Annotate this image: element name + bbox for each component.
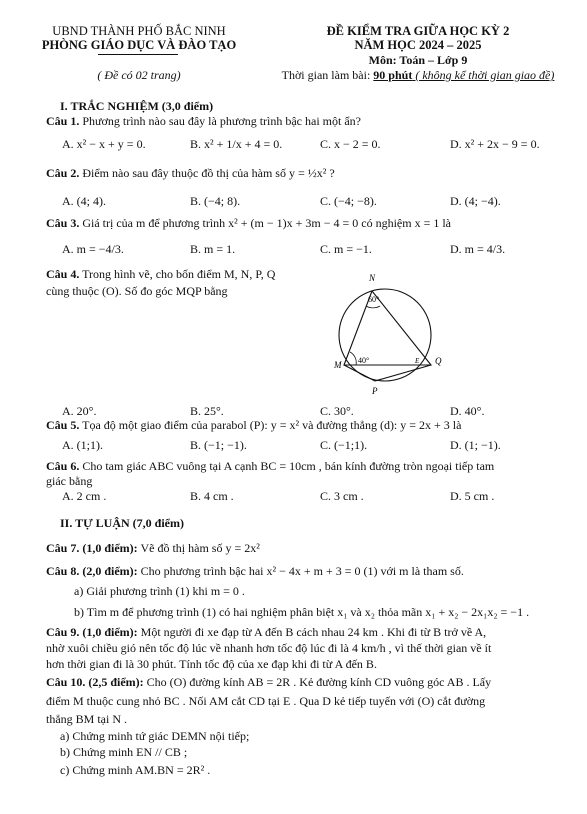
q6-stem-line1 xyxy=(46,459,494,474)
q3-label: Câu 3. xyxy=(46,216,80,230)
q10-part-c: c) Chứng minh AM.BN = 2R² . xyxy=(60,763,211,777)
q6-text-line1: Cho tam giác ABC vuông tại A cạnh BC = 10cm , bán kính đường tròn ngoại tiếp tam xyxy=(79,459,495,473)
q4-option-b: B. 25°. xyxy=(190,404,224,418)
q3-option-c: C. m = −1. xyxy=(320,242,372,256)
angle-m-value: 40° xyxy=(358,356,370,365)
q2-option-c: C. (−4; −8). xyxy=(320,194,377,208)
q7-label: Câu 7. (1,0 điểm): xyxy=(46,541,138,555)
time-value: 90 phút xyxy=(373,68,413,82)
circle-o xyxy=(339,289,431,381)
q1-text: Phương trình nào sau đây là phương trình bậc hai một ẩn? xyxy=(79,114,361,128)
point-m-label: M xyxy=(334,360,342,370)
angle-n-value: 60° xyxy=(368,295,380,304)
exam-title: ĐỀ KIỂM TRA GIỮA HỌC KỲ 2 xyxy=(326,24,510,38)
q6-label: Câu 6. xyxy=(46,459,80,473)
header-left-line2: PHÒNG GIÁO DỤC VÀ ĐÀO TẠO xyxy=(41,38,237,52)
q4-stem-line2: cùng thuộc (O). Số đo góc MQP bằng xyxy=(46,284,228,298)
q5-label: Câu 5. xyxy=(46,418,80,432)
angle-arc-m xyxy=(350,352,356,365)
header-left-rule xyxy=(98,54,178,55)
q10-line3: thẳng BM tại N . xyxy=(46,712,127,726)
q8-label: Câu 8. (2,0 điểm): xyxy=(46,564,138,578)
q1-option-d: D. x² + 2x − 9 = 0. xyxy=(450,137,540,151)
q6-option-b: B. 4 cm . xyxy=(190,489,234,503)
q4-option-a: A. 20°. xyxy=(62,404,97,418)
q8-stem xyxy=(46,564,464,579)
q5-option-b: B. (−1; −1). xyxy=(190,438,247,452)
q1-option-c: C. x − 2 = 0. xyxy=(320,137,381,151)
q8-part-b: b) Tìm m để phương trình (1) có hai nghiệm phân biệt x₁ và x₂ thỏa mãn x₁ + x₂ − 2x₁x₂ = −1 . xyxy=(74,605,530,619)
time-note: ( không kể thời gian giao đề) xyxy=(412,68,555,82)
q2-stem xyxy=(46,166,335,181)
subject: Môn: Toán – Lớp 9 xyxy=(368,53,468,67)
q5-text: Tọa độ một giao điểm của parabol (P): y = x² và đường thẳng (d): y = 2x + 3 là xyxy=(79,418,462,432)
time-info xyxy=(258,68,578,83)
point-e-label: E xyxy=(415,357,420,365)
q5-option-a: A. (1;1). xyxy=(62,438,103,452)
q2-option-a: A. (4; 4). xyxy=(62,194,106,208)
point-p-label: P xyxy=(372,386,378,396)
section1-title: I. TRẮC NGHIỆM (3,0 điểm) xyxy=(60,99,214,113)
q8-part-a: a) Giải phương trình (1) khi m = 0 . xyxy=(74,584,245,598)
section2-title: II. TỰ LUẬN (7,0 điểm) xyxy=(60,516,185,530)
q10-text-line1: Cho (O) đường kính AB = 2R . Kẻ đường kính CD vuông góc AB . Lấy xyxy=(143,675,492,689)
point-q-label: Q xyxy=(435,356,442,366)
q10-part-a: a) Chứng minh tứ giác DEMN nội tiếp; xyxy=(60,729,250,743)
q10-label: Câu 10. (2,5 điểm): xyxy=(46,675,144,689)
q10-line2: điểm M thuộc cung nhỏ BC . Nối AM cắt CD tại E . Qua D kẻ tiếp tuyến với (O) cắt đường xyxy=(46,694,486,708)
school-year: NĂM HỌC 2024 – 2025 xyxy=(354,38,482,52)
q4-option-c: C. 30°. xyxy=(320,404,354,418)
q9-line2: nhờ xuôi chiều gió nên tốc độ lúc về nhanh hơn tốc độ lúc đi là 4 km/h , vì thế thời gian về ít xyxy=(46,641,492,655)
segment-mp xyxy=(344,365,375,381)
q4-option-d: D. 40°. xyxy=(450,404,485,418)
q3-option-a: A. m = −4/3. xyxy=(62,242,124,256)
q3-option-d: D. m = 4/3. xyxy=(450,242,506,256)
q2-text: Điểm nào sau đây thuộc đồ thị của hàm số y = ½x² ? xyxy=(79,166,335,180)
q5-option-d: D. (1; −1). xyxy=(450,438,501,452)
q6-option-a: A. 2 cm . xyxy=(62,489,107,503)
q2-label: Câu 2. xyxy=(46,166,80,180)
q7-text: Vẽ đồ thị hàm số y = 2x² xyxy=(137,541,260,555)
q10-part-b: b) Chứng minh EN // CB ; xyxy=(60,745,188,759)
q8-text: Cho phương trình bậc hai x² − 4x + m + 3 = 0 (1) với m là tham số. xyxy=(137,564,464,578)
angle-arc-n xyxy=(366,306,380,308)
q3-text: Giá trị của m để phương trình x² + (m − 1)x + 3m − 4 = 0 có nghiệm x = 1 là xyxy=(79,216,452,230)
header-left-line3: ( Đề có 02 trang) xyxy=(97,68,181,82)
q9-line3: hơn thời gian đi là 30 phút. Tính tốc độ của xe đạp khi đi từ A đến B. xyxy=(46,657,377,671)
q1-option-b: B. x² + 1/x + 4 = 0. xyxy=(190,137,283,151)
q10-line1 xyxy=(46,675,491,690)
q6-option-d: D. 5 cm . xyxy=(450,489,495,503)
q2-option-b: B. (−4; 8). xyxy=(190,194,241,208)
segment-pq xyxy=(375,365,431,381)
q5-option-c: C. (−1;1). xyxy=(320,438,368,452)
q9-line1 xyxy=(46,625,486,640)
q3-stem xyxy=(46,216,451,231)
q1-option-a: A. x² − x + y = 0. xyxy=(62,137,146,151)
q9-text-line1: Một người đi xe đạp từ A đến B cách nhau 24 km . Khi đi từ B trở về A, xyxy=(137,625,487,639)
q1-label: Câu 1. xyxy=(46,114,80,128)
q3-option-b: B. m = 1. xyxy=(190,242,236,256)
point-n-label: N xyxy=(369,273,376,283)
q6-option-c: C. 3 cm . xyxy=(320,489,364,503)
q1-stem xyxy=(46,114,361,129)
time-prefix: Thời gian làm bài: xyxy=(281,68,374,82)
triangle-mnq xyxy=(344,291,431,365)
q4-label: Câu 4. xyxy=(46,267,80,281)
header-left-line1: UBND THÀNH PHỐ BẮC NINH xyxy=(52,24,226,38)
q4-stem-line1 xyxy=(46,267,275,282)
q4-circle-figure xyxy=(320,266,450,402)
q5-stem xyxy=(46,418,461,433)
q6-stem-line2: giác bằng xyxy=(46,474,93,488)
q4-text-line1: Trong hình vẽ, cho bốn điểm M, N, P, Q xyxy=(79,267,276,281)
q9-label: Câu 9. (1,0 điểm): xyxy=(46,625,138,639)
q2-option-d: D. (4; −4). xyxy=(450,194,501,208)
q7-stem xyxy=(46,541,260,556)
